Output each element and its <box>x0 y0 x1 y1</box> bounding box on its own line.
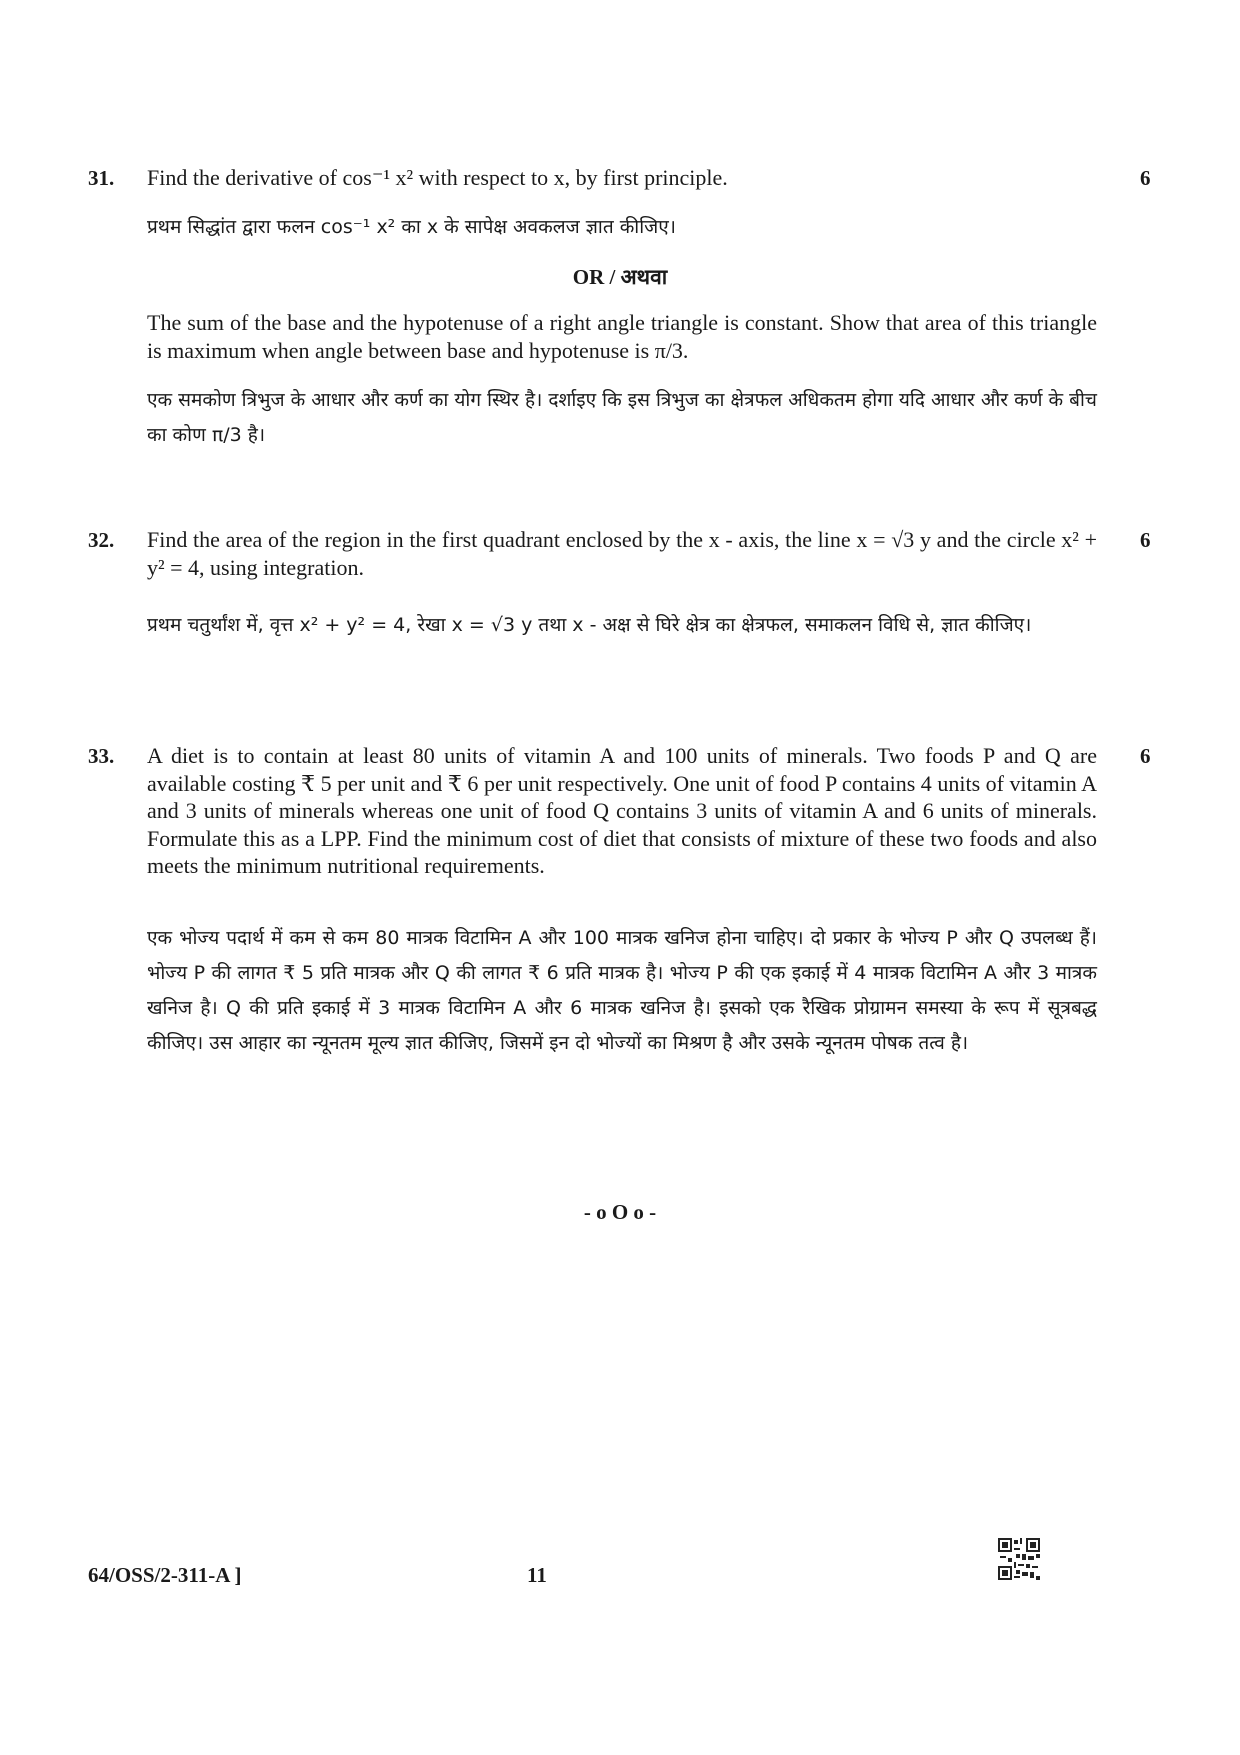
question-number: 32. <box>88 528 115 552</box>
question-number: 31. <box>88 166 115 190</box>
end-marker: - o O o - <box>583 1200 657 1224</box>
alt-question-text-hindi: एक समकोण त्रिभुज के आधार और कर्ण का योग स्थिर है। दर्शाइए कि इस त्रिभुज का क्षेत्रफल अधिकतम होगा यदि आधार और कर्ण के बीच का कोण π/3 है। <box>147 389 1097 446</box>
question-text-hindi: प्रथम सिद्धांत द्वारा फलन cos⁻¹ x² का x के सापेक्ष अवकलज ज्ञात कीजिए। <box>147 216 676 238</box>
qr-code-icon <box>998 1538 1040 1580</box>
question-marks: 6 <box>1140 528 1151 552</box>
paper-code: 64/OSS/2-311-A ] <box>88 1563 242 1587</box>
page-number: 11 <box>527 1563 547 1587</box>
or-label: OR / अथवा <box>572 265 668 289</box>
question-text-english: Find the area of the region in the first quadrant enclosed by the x - axis, the line x = √3 y and the circle x² + y² = 4, using integration. <box>147 527 1097 580</box>
question-text-english: A diet is to contain at least 80 units of vitamin A and 100 units of minerals. Two foods P and Q are available costing ₹ 5 per unit and ₹ 6 per unit respectively. One unit of food P contains 4 units of vitamin A and 3 units of minerals whereas one unit of food Q contains 3 units of vitamin A and 6 units of minerals. Formulate this as a LPP. Find the minimum cost of diet that consists of mixture of these two foods and also meets the minimum nutritional requirements. <box>147 743 1097 878</box>
question-text-hindi: एक भोज्य पदार्थ में कम से कम 80 मात्रक विटामिन A और 100 मात्रक खनिज होना चाहिए। दो प्रकार के भोज्य P और Q उपलब्ध हैं। भोज्य P की लागत ₹ 5 प्रति मात्रक और Q की लागत ₹ 6 प्रति मात्रक है। भोज्य P की एक इकाई में 4 मात्रक विटामिन A और 3 मात्रक खनिज है। Q की प्रति इकाई में 3 मात्रक विटामिन A और 6 मात्रक खनिज है। इसको एक रैखिक प्रोग्रामन समस्या के रूप में सूत्रबद्ध कीजिए। उस आहार का न्यूनतम मूल्य ज्ञात कीजिए, जिसमें इन दो भोज्यों का मिश्रण है और उसके न्यूनतम पोषक तत्व है। <box>147 927 1097 1054</box>
alt-question-text-english: The sum of the base and the hypotenuse of a right angle triangle is constant. Show that area of this triangle is maximum when angle between base and hypotenuse is π/3. <box>147 310 1097 363</box>
question-text-hindi: प्रथम चतुर्थांश में, वृत्त x² + y² = 4, रेखा x = √3 y तथा x - अक्ष से घिरे क्षेत्र का क्षेत्रफल, समाकलन विधि से, ज्ञात कीजिए। <box>147 614 1032 636</box>
question-marks: 6 <box>1140 166 1151 190</box>
question-marks: 6 <box>1140 744 1151 768</box>
question-number: 33. <box>88 744 115 768</box>
question-text-english: Find the derivative of cos⁻¹ x² with respect to x, by first principle. <box>147 165 728 190</box>
